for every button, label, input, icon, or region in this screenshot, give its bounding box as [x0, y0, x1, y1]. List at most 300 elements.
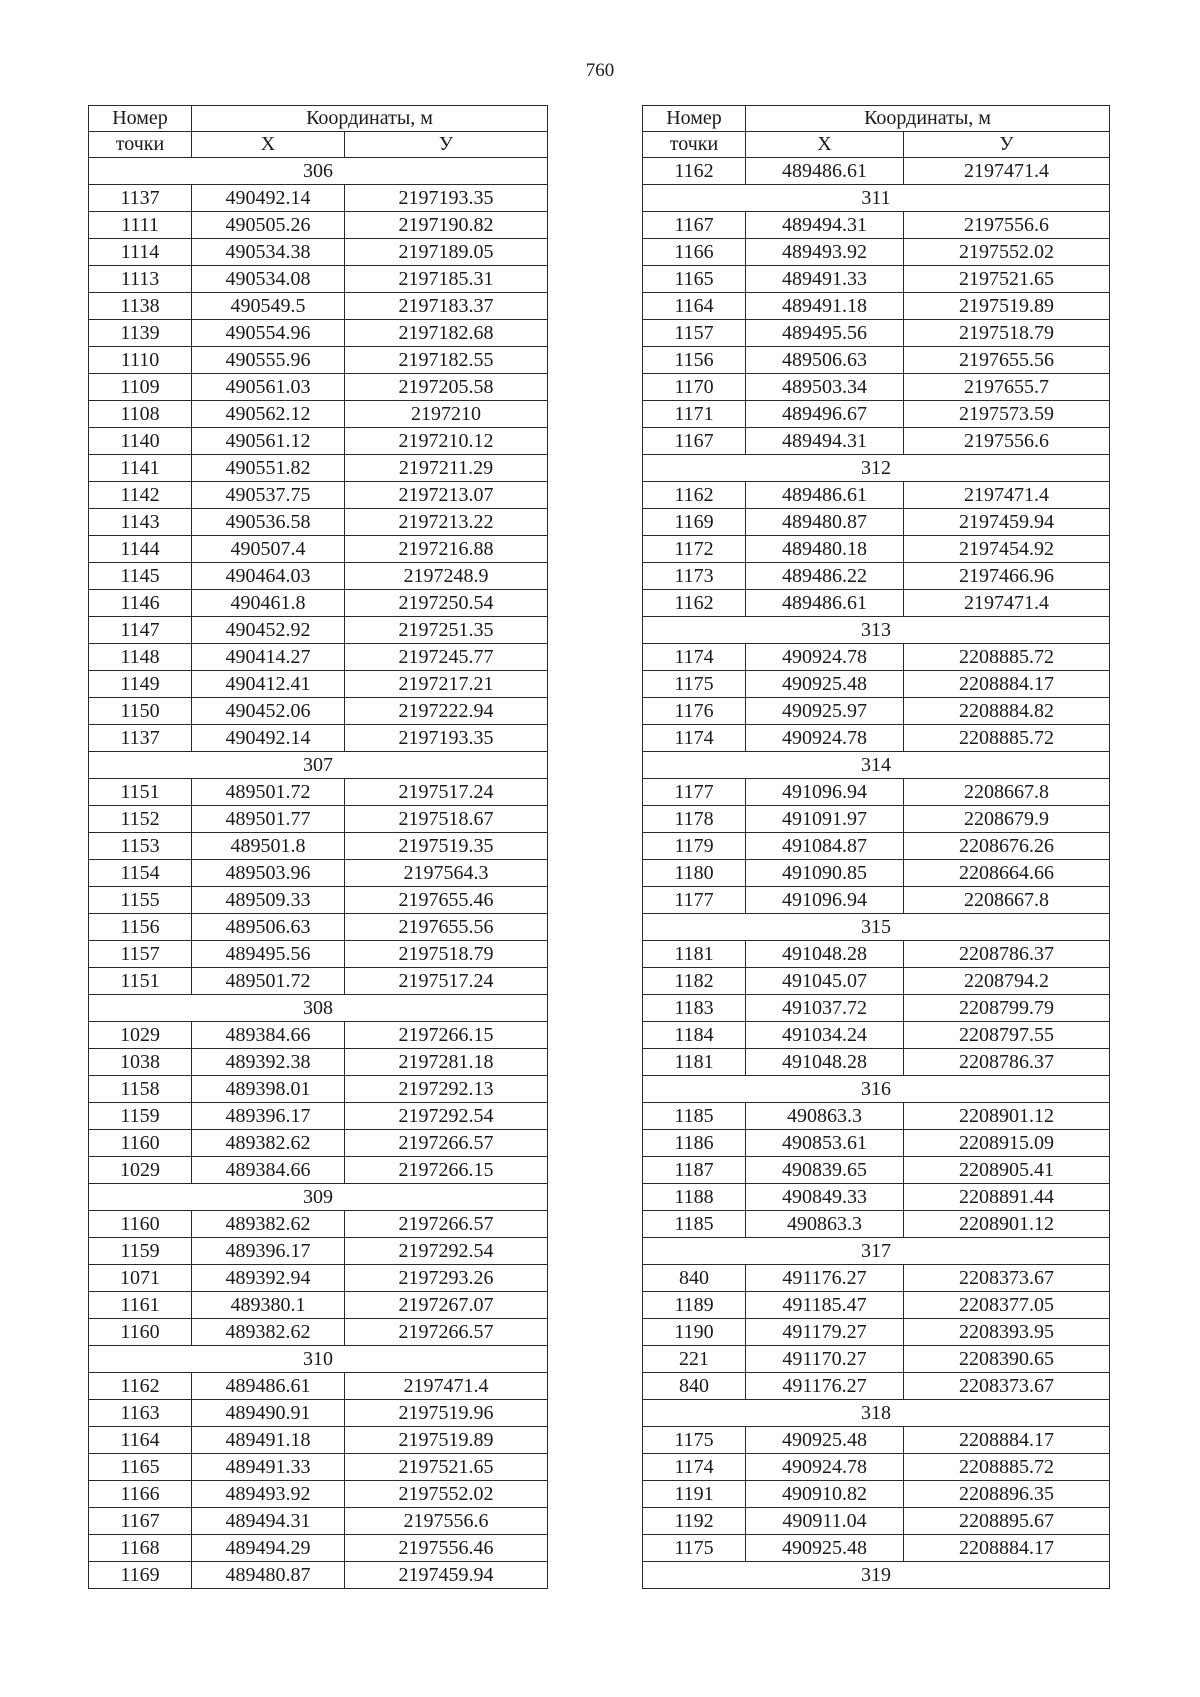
point-number-cell: 1186	[643, 1130, 746, 1157]
point-number-cell: 1162	[643, 482, 746, 509]
point-number-cell: 1165	[643, 266, 746, 293]
point-number-cell: 1155	[89, 887, 192, 914]
table-row	[643, 968, 1110, 995]
y-coordinate-cell: 2197292.13	[345, 1076, 548, 1103]
table-row	[643, 428, 1110, 455]
y-coordinate-cell: 2208667.8	[904, 779, 1110, 806]
y-coordinate-cell: 2197213.22	[345, 509, 548, 536]
section-number: 311	[643, 185, 1110, 212]
table-row	[643, 1157, 1110, 1184]
y-coordinate-cell: 2197552.02	[345, 1481, 548, 1508]
point-number-cell: 1177	[643, 887, 746, 914]
point-number-cell: 1138	[89, 293, 192, 320]
y-coordinate-cell: 2197655.46	[345, 887, 548, 914]
y-coordinate-cell: 2208664.66	[904, 860, 1110, 887]
x-coordinate-cell: 490554.96	[192, 320, 345, 347]
table-row	[89, 1265, 548, 1292]
table-row	[89, 1049, 548, 1076]
y-coordinate-cell: 2208393.95	[904, 1319, 1110, 1346]
section-row	[643, 1076, 1110, 1103]
table-row	[643, 698, 1110, 725]
y-coordinate-cell: 2197182.55	[345, 347, 548, 374]
point-number-cell: 1146	[89, 590, 192, 617]
y-coordinate-cell: 2197517.24	[345, 968, 548, 995]
point-number-cell: 1029	[89, 1157, 192, 1184]
y-coordinate-cell: 2197267.07	[345, 1292, 548, 1319]
table-row	[643, 1508, 1110, 1535]
table-row	[89, 239, 548, 266]
y-coordinate-cell: 2197459.94	[904, 509, 1110, 536]
section-row	[89, 158, 548, 185]
point-number-cell: 1148	[89, 644, 192, 671]
point-number-cell: 1038	[89, 1049, 192, 1076]
table-row	[89, 1022, 548, 1049]
table-row	[89, 1481, 548, 1508]
x-coordinate-cell: 489486.61	[192, 1373, 345, 1400]
y-coordinate-cell: 2197211.29	[345, 455, 548, 482]
x-coordinate-cell: 489491.18	[746, 293, 904, 320]
point-number-cell: 221	[643, 1346, 746, 1373]
point-number-cell: 1141	[89, 455, 192, 482]
x-coordinate-cell: 491096.94	[746, 887, 904, 914]
table-row	[89, 185, 548, 212]
x-coordinate-cell: 491091.97	[746, 806, 904, 833]
point-number-cell: 1175	[643, 1427, 746, 1454]
table-row	[643, 1319, 1110, 1346]
y-coordinate-cell: 2197655.7	[904, 374, 1110, 401]
y-coordinate-cell: 2197182.68	[345, 320, 548, 347]
y-coordinate-cell: 2208915.09	[904, 1130, 1110, 1157]
x-coordinate-cell: 489506.63	[192, 914, 345, 941]
table-header-row	[89, 106, 548, 132]
y-coordinate-cell: 2208799.79	[904, 995, 1110, 1022]
section-row	[643, 1400, 1110, 1427]
x-coordinate-cell: 489392.94	[192, 1265, 345, 1292]
x-coordinate-cell: 489501.8	[192, 833, 345, 860]
table-row	[643, 1022, 1110, 1049]
x-coordinate-cell: 491037.72	[746, 995, 904, 1022]
y-coordinate-cell: 2197518.67	[345, 806, 548, 833]
section-row	[643, 1238, 1110, 1265]
y-coordinate-cell: 2197205.58	[345, 374, 548, 401]
point-number-cell: 1175	[643, 1535, 746, 1562]
section-number: 312	[643, 455, 1110, 482]
y-coordinate-cell: 2197556.46	[345, 1535, 548, 1562]
y-coordinate-cell: 2197518.79	[345, 941, 548, 968]
y-coordinate-cell: 2197281.18	[345, 1049, 548, 1076]
y-coordinate-cell: 2208377.05	[904, 1292, 1110, 1319]
table-row	[643, 1265, 1110, 1292]
x-coordinate-cell: 490853.61	[746, 1130, 904, 1157]
x-coordinate-cell: 490924.78	[746, 1454, 904, 1481]
x-coordinate-cell: 490561.03	[192, 374, 345, 401]
point-number-cell: 1147	[89, 617, 192, 644]
y-coordinate-cell: 2197564.3	[345, 860, 548, 887]
y-coordinate-cell: 2197189.05	[345, 239, 548, 266]
y-coordinate-cell: 2197292.54	[345, 1103, 548, 1130]
point-number-cell: 1167	[643, 212, 746, 239]
section-number: 314	[643, 752, 1110, 779]
y-coordinate-cell: 2208797.55	[904, 1022, 1110, 1049]
y-coordinate-cell: 2197266.57	[345, 1319, 548, 1346]
y-coordinate-cell: 2197266.15	[345, 1022, 548, 1049]
table-row	[89, 617, 548, 644]
point-number-cell: 1185	[643, 1211, 746, 1238]
table-row	[89, 1076, 548, 1103]
x-coordinate-cell: 490537.75	[192, 482, 345, 509]
x-coordinate-cell: 489380.1	[192, 1292, 345, 1319]
section-row	[643, 1562, 1110, 1589]
table-row	[643, 1373, 1110, 1400]
point-number-cell: 1167	[643, 428, 746, 455]
y-coordinate-cell: 2197466.96	[904, 563, 1110, 590]
table-row	[643, 509, 1110, 536]
table-row	[643, 860, 1110, 887]
x-coordinate-cell: 490562.12	[192, 401, 345, 428]
x-coordinate-cell: 490452.92	[192, 617, 345, 644]
section-number: 308	[89, 995, 548, 1022]
x-coordinate-cell: 490412.41	[192, 671, 345, 698]
y-coordinate-cell: 2197251.35	[345, 617, 548, 644]
point-number-cell: 1111	[89, 212, 192, 239]
x-coordinate-cell: 491179.27	[746, 1319, 904, 1346]
y-coordinate-cell: 2197471.4	[904, 158, 1110, 185]
point-number-cell: 1180	[643, 860, 746, 887]
x-coordinate-cell: 489382.62	[192, 1211, 345, 1238]
table-row	[89, 806, 548, 833]
x-coordinate-cell: 489501.72	[192, 968, 345, 995]
x-coordinate-cell: 490555.96	[192, 347, 345, 374]
x-coordinate-cell: 490839.65	[746, 1157, 904, 1184]
table-row	[643, 779, 1110, 806]
table-row	[89, 1562, 548, 1589]
table-row	[643, 1103, 1110, 1130]
y-coordinate-cell: 2197217.21	[345, 671, 548, 698]
table-row	[89, 887, 548, 914]
x-coordinate-cell: 489493.92	[192, 1481, 345, 1508]
table-row	[643, 374, 1110, 401]
table-row	[89, 1130, 548, 1157]
point-number-cell: 1144	[89, 536, 192, 563]
table-row	[89, 1427, 548, 1454]
x-coordinate-cell: 489398.01	[192, 1076, 345, 1103]
y-coordinate-cell: 2197521.65	[904, 266, 1110, 293]
table-row	[643, 536, 1110, 563]
y-coordinate-cell: 2208895.67	[904, 1508, 1110, 1535]
y-coordinate-cell: 2197655.56	[904, 347, 1110, 374]
coordinates-header: Координаты, м	[192, 106, 548, 132]
table-row	[89, 1373, 548, 1400]
table-row	[643, 482, 1110, 509]
x-coordinate-cell: 489503.34	[746, 374, 904, 401]
y-coordinate-cell: 2208901.12	[904, 1211, 1110, 1238]
table-row	[643, 1535, 1110, 1562]
section-number: 306	[89, 158, 548, 185]
x-coordinate-cell: 489491.33	[192, 1454, 345, 1481]
point-number-cell: 1151	[89, 779, 192, 806]
point-number-cell: 1071	[89, 1265, 192, 1292]
point-number-cell: 1174	[643, 1454, 746, 1481]
x-coordinate-cell: 490507.4	[192, 536, 345, 563]
table-row	[89, 914, 548, 941]
x-coordinate-cell: 489384.66	[192, 1022, 345, 1049]
point-number-cell: 1145	[89, 563, 192, 590]
section-number: 318	[643, 1400, 1110, 1427]
table-row	[89, 293, 548, 320]
section-row	[643, 455, 1110, 482]
table-row	[89, 1535, 548, 1562]
point-number-cell: 1162	[89, 1373, 192, 1400]
point-number-cell: 1181	[643, 941, 746, 968]
point-number-cell: 1159	[89, 1103, 192, 1130]
y-coordinate-cell: 2197556.6	[345, 1508, 548, 1535]
table-row	[89, 428, 548, 455]
y-coordinate-cell: 2208905.41	[904, 1157, 1110, 1184]
y-coordinate-cell: 2197185.31	[345, 266, 548, 293]
x-coordinate-cell: 490910.82	[746, 1481, 904, 1508]
y-coordinate-cell: 2197517.24	[345, 779, 548, 806]
point-number-cell: 1172	[643, 536, 746, 563]
y-coordinate-cell: 2208884.17	[904, 671, 1110, 698]
section-row	[89, 752, 548, 779]
y-coordinate-cell: 2197471.4	[904, 482, 1110, 509]
y-coordinate-cell: 2197193.35	[345, 725, 548, 752]
x-coordinate-cell: 489396.17	[192, 1103, 345, 1130]
x-column-header: X	[192, 132, 345, 158]
section-row	[89, 1346, 548, 1373]
point-number-cell: 1169	[643, 509, 746, 536]
x-coordinate-cell: 490551.82	[192, 455, 345, 482]
y-coordinate-cell: 2208885.72	[904, 1454, 1110, 1481]
table-row	[89, 347, 548, 374]
table-row	[643, 347, 1110, 374]
point-number-cell: 1110	[89, 347, 192, 374]
y-coordinate-cell: 2197248.9	[345, 563, 548, 590]
x-coordinate-cell: 490505.26	[192, 212, 345, 239]
point-number-cell: 1182	[643, 968, 746, 995]
point-number-cell: 1152	[89, 806, 192, 833]
section-number: 309	[89, 1184, 548, 1211]
point-number-cell: 1192	[643, 1508, 746, 1535]
point-number-cell: 1149	[89, 671, 192, 698]
table-row	[643, 725, 1110, 752]
x-coordinate-cell: 489480.87	[192, 1562, 345, 1589]
point-number-cell: 1174	[643, 725, 746, 752]
point-number-cell: 1029	[89, 1022, 192, 1049]
y-coordinate-cell: 2208667.8	[904, 887, 1110, 914]
table-row	[89, 833, 548, 860]
table-row	[643, 806, 1110, 833]
table-row	[89, 968, 548, 995]
point-number-cell: 1185	[643, 1103, 746, 1130]
y-coordinate-cell: 2197193.35	[345, 185, 548, 212]
x-coordinate-cell: 490924.78	[746, 644, 904, 671]
x-coordinate-cell: 490534.08	[192, 266, 345, 293]
point-number-cell: 1175	[643, 671, 746, 698]
y-coordinate-cell: 2197266.57	[345, 1130, 548, 1157]
page-number: 760	[585, 60, 615, 81]
section-row	[643, 914, 1110, 941]
x-coordinate-cell: 490414.27	[192, 644, 345, 671]
x-coordinate-cell: 489486.61	[746, 482, 904, 509]
x-coordinate-cell: 491048.28	[746, 1049, 904, 1076]
x-coordinate-cell: 489501.72	[192, 779, 345, 806]
table-row	[643, 1184, 1110, 1211]
y-coordinate-cell: 2197190.82	[345, 212, 548, 239]
x-coordinate-cell: 489494.31	[746, 428, 904, 455]
x-coordinate-cell: 490549.5	[192, 293, 345, 320]
point-number-cell: 840	[643, 1265, 746, 1292]
x-coordinate-cell: 490925.48	[746, 671, 904, 698]
point-number-cell: 1183	[643, 995, 746, 1022]
table-row	[643, 239, 1110, 266]
y-coordinate-cell: 2208676.26	[904, 833, 1110, 860]
section-row	[643, 185, 1110, 212]
point-number-cell: 1189	[643, 1292, 746, 1319]
x-coordinate-cell: 490461.8	[192, 590, 345, 617]
x-coordinate-cell: 490452.06	[192, 698, 345, 725]
point-number-cell: 1137	[89, 725, 192, 752]
y-coordinate-cell: 2197556.6	[904, 212, 1110, 239]
x-coordinate-cell: 491170.27	[746, 1346, 904, 1373]
table-row	[643, 266, 1110, 293]
x-coordinate-cell: 490925.97	[746, 698, 904, 725]
y-coordinate-cell: 2197519.89	[345, 1427, 548, 1454]
point-number-cell: 1166	[643, 239, 746, 266]
table-row	[643, 887, 1110, 914]
y-coordinate-cell: 2208786.37	[904, 1049, 1110, 1076]
y-coordinate-cell: 2208885.72	[904, 725, 1110, 752]
y-coordinate-cell: 2197552.02	[904, 239, 1110, 266]
table-header-row	[643, 132, 1110, 158]
y-coordinate-cell: 2197519.96	[345, 1400, 548, 1427]
point-number-cell: 1164	[643, 293, 746, 320]
y-coordinate-cell: 2208885.72	[904, 644, 1110, 671]
point-number-header: точки	[89, 132, 192, 158]
table-row	[89, 1211, 548, 1238]
point-number-cell: 1160	[89, 1211, 192, 1238]
x-coordinate-cell: 489495.56	[192, 941, 345, 968]
x-coordinate-cell: 490863.3	[746, 1103, 904, 1130]
point-number-cell: 1139	[89, 320, 192, 347]
x-coordinate-cell: 489480.18	[746, 536, 904, 563]
x-coordinate-cell: 489382.62	[192, 1130, 345, 1157]
y-coordinate-cell: 2208679.9	[904, 806, 1110, 833]
table-row	[643, 1130, 1110, 1157]
x-coordinate-cell: 490561.12	[192, 428, 345, 455]
point-number-cell: 1153	[89, 833, 192, 860]
point-number-cell: 1114	[89, 239, 192, 266]
x-coordinate-cell: 490464.03	[192, 563, 345, 590]
point-number-cell: 1162	[643, 158, 746, 185]
section-row	[89, 995, 548, 1022]
y-coordinate-cell: 2208373.67	[904, 1265, 1110, 1292]
y-coordinate-cell: 2197210	[345, 401, 548, 428]
point-number-cell: 1143	[89, 509, 192, 536]
table-row	[89, 698, 548, 725]
x-coordinate-cell: 489509.33	[192, 887, 345, 914]
point-number-cell: 1160	[89, 1319, 192, 1346]
y-coordinate-cell: 2197521.65	[345, 1454, 548, 1481]
y-coordinate-cell: 2208896.35	[904, 1481, 1110, 1508]
point-number-cell: 1156	[643, 347, 746, 374]
section-number: 313	[643, 617, 1110, 644]
coordinates-table-left	[88, 105, 548, 1589]
coordinates-header: Координаты, м	[746, 106, 1110, 132]
y-coordinate-cell: 2197519.35	[345, 833, 548, 860]
table-row	[643, 563, 1110, 590]
table-row	[643, 941, 1110, 968]
y-column-header: У	[345, 132, 548, 158]
point-number-cell: 1156	[89, 914, 192, 941]
y-coordinate-cell: 2197213.07	[345, 482, 548, 509]
table-header-row	[89, 132, 548, 158]
y-coordinate-cell: 2197573.59	[904, 401, 1110, 428]
point-number-header: Номер	[643, 106, 746, 132]
x-coordinate-cell: 489384.66	[192, 1157, 345, 1184]
table-row	[89, 941, 548, 968]
section-number: 310	[89, 1346, 548, 1373]
y-coordinate-cell: 2197222.94	[345, 698, 548, 725]
point-number-cell: 1158	[89, 1076, 192, 1103]
x-coordinate-cell: 490849.33	[746, 1184, 904, 1211]
point-number-cell: 1162	[643, 590, 746, 617]
point-number-cell: 1137	[89, 185, 192, 212]
x-coordinate-cell: 491096.94	[746, 779, 904, 806]
point-number-cell: 1163	[89, 1400, 192, 1427]
point-number-cell: 1165	[89, 1454, 192, 1481]
x-coordinate-cell: 491185.47	[746, 1292, 904, 1319]
y-coordinate-cell: 2197266.15	[345, 1157, 548, 1184]
point-number-cell: 1140	[89, 428, 192, 455]
table-row	[89, 266, 548, 293]
table-row	[89, 401, 548, 428]
x-coordinate-cell: 490925.48	[746, 1535, 904, 1562]
y-coordinate-cell: 2208901.12	[904, 1103, 1110, 1130]
y-coordinate-cell: 2197245.77	[345, 644, 548, 671]
table-header-row	[643, 106, 1110, 132]
table-row	[89, 1157, 548, 1184]
point-number-cell: 1142	[89, 482, 192, 509]
table-row	[643, 644, 1110, 671]
x-coordinate-cell: 491045.07	[746, 968, 904, 995]
section-row	[643, 617, 1110, 644]
table-row	[643, 1049, 1110, 1076]
x-coordinate-cell: 489494.31	[192, 1508, 345, 1535]
point-number-cell: 1184	[643, 1022, 746, 1049]
table-row	[89, 644, 548, 671]
x-coordinate-cell: 489486.61	[746, 590, 904, 617]
table-row	[89, 455, 548, 482]
x-coordinate-cell: 489490.91	[192, 1400, 345, 1427]
x-coordinate-cell: 490492.14	[192, 725, 345, 752]
y-coordinate-cell: 2208891.44	[904, 1184, 1110, 1211]
y-coordinate-cell: 2197250.54	[345, 590, 548, 617]
x-coordinate-cell: 489396.17	[192, 1238, 345, 1265]
x-coordinate-cell: 490492.14	[192, 185, 345, 212]
x-coordinate-cell: 489491.18	[192, 1427, 345, 1454]
table-row	[89, 1103, 548, 1130]
y-coordinate-cell: 2197471.4	[345, 1373, 548, 1400]
point-number-header: точки	[643, 132, 746, 158]
x-coordinate-cell: 489392.38	[192, 1049, 345, 1076]
point-number-cell: 1188	[643, 1184, 746, 1211]
section-number: 315	[643, 914, 1110, 941]
table-row	[643, 401, 1110, 428]
table-row	[643, 1454, 1110, 1481]
y-coordinate-cell: 2208794.2	[904, 968, 1110, 995]
point-number-cell: 1187	[643, 1157, 746, 1184]
